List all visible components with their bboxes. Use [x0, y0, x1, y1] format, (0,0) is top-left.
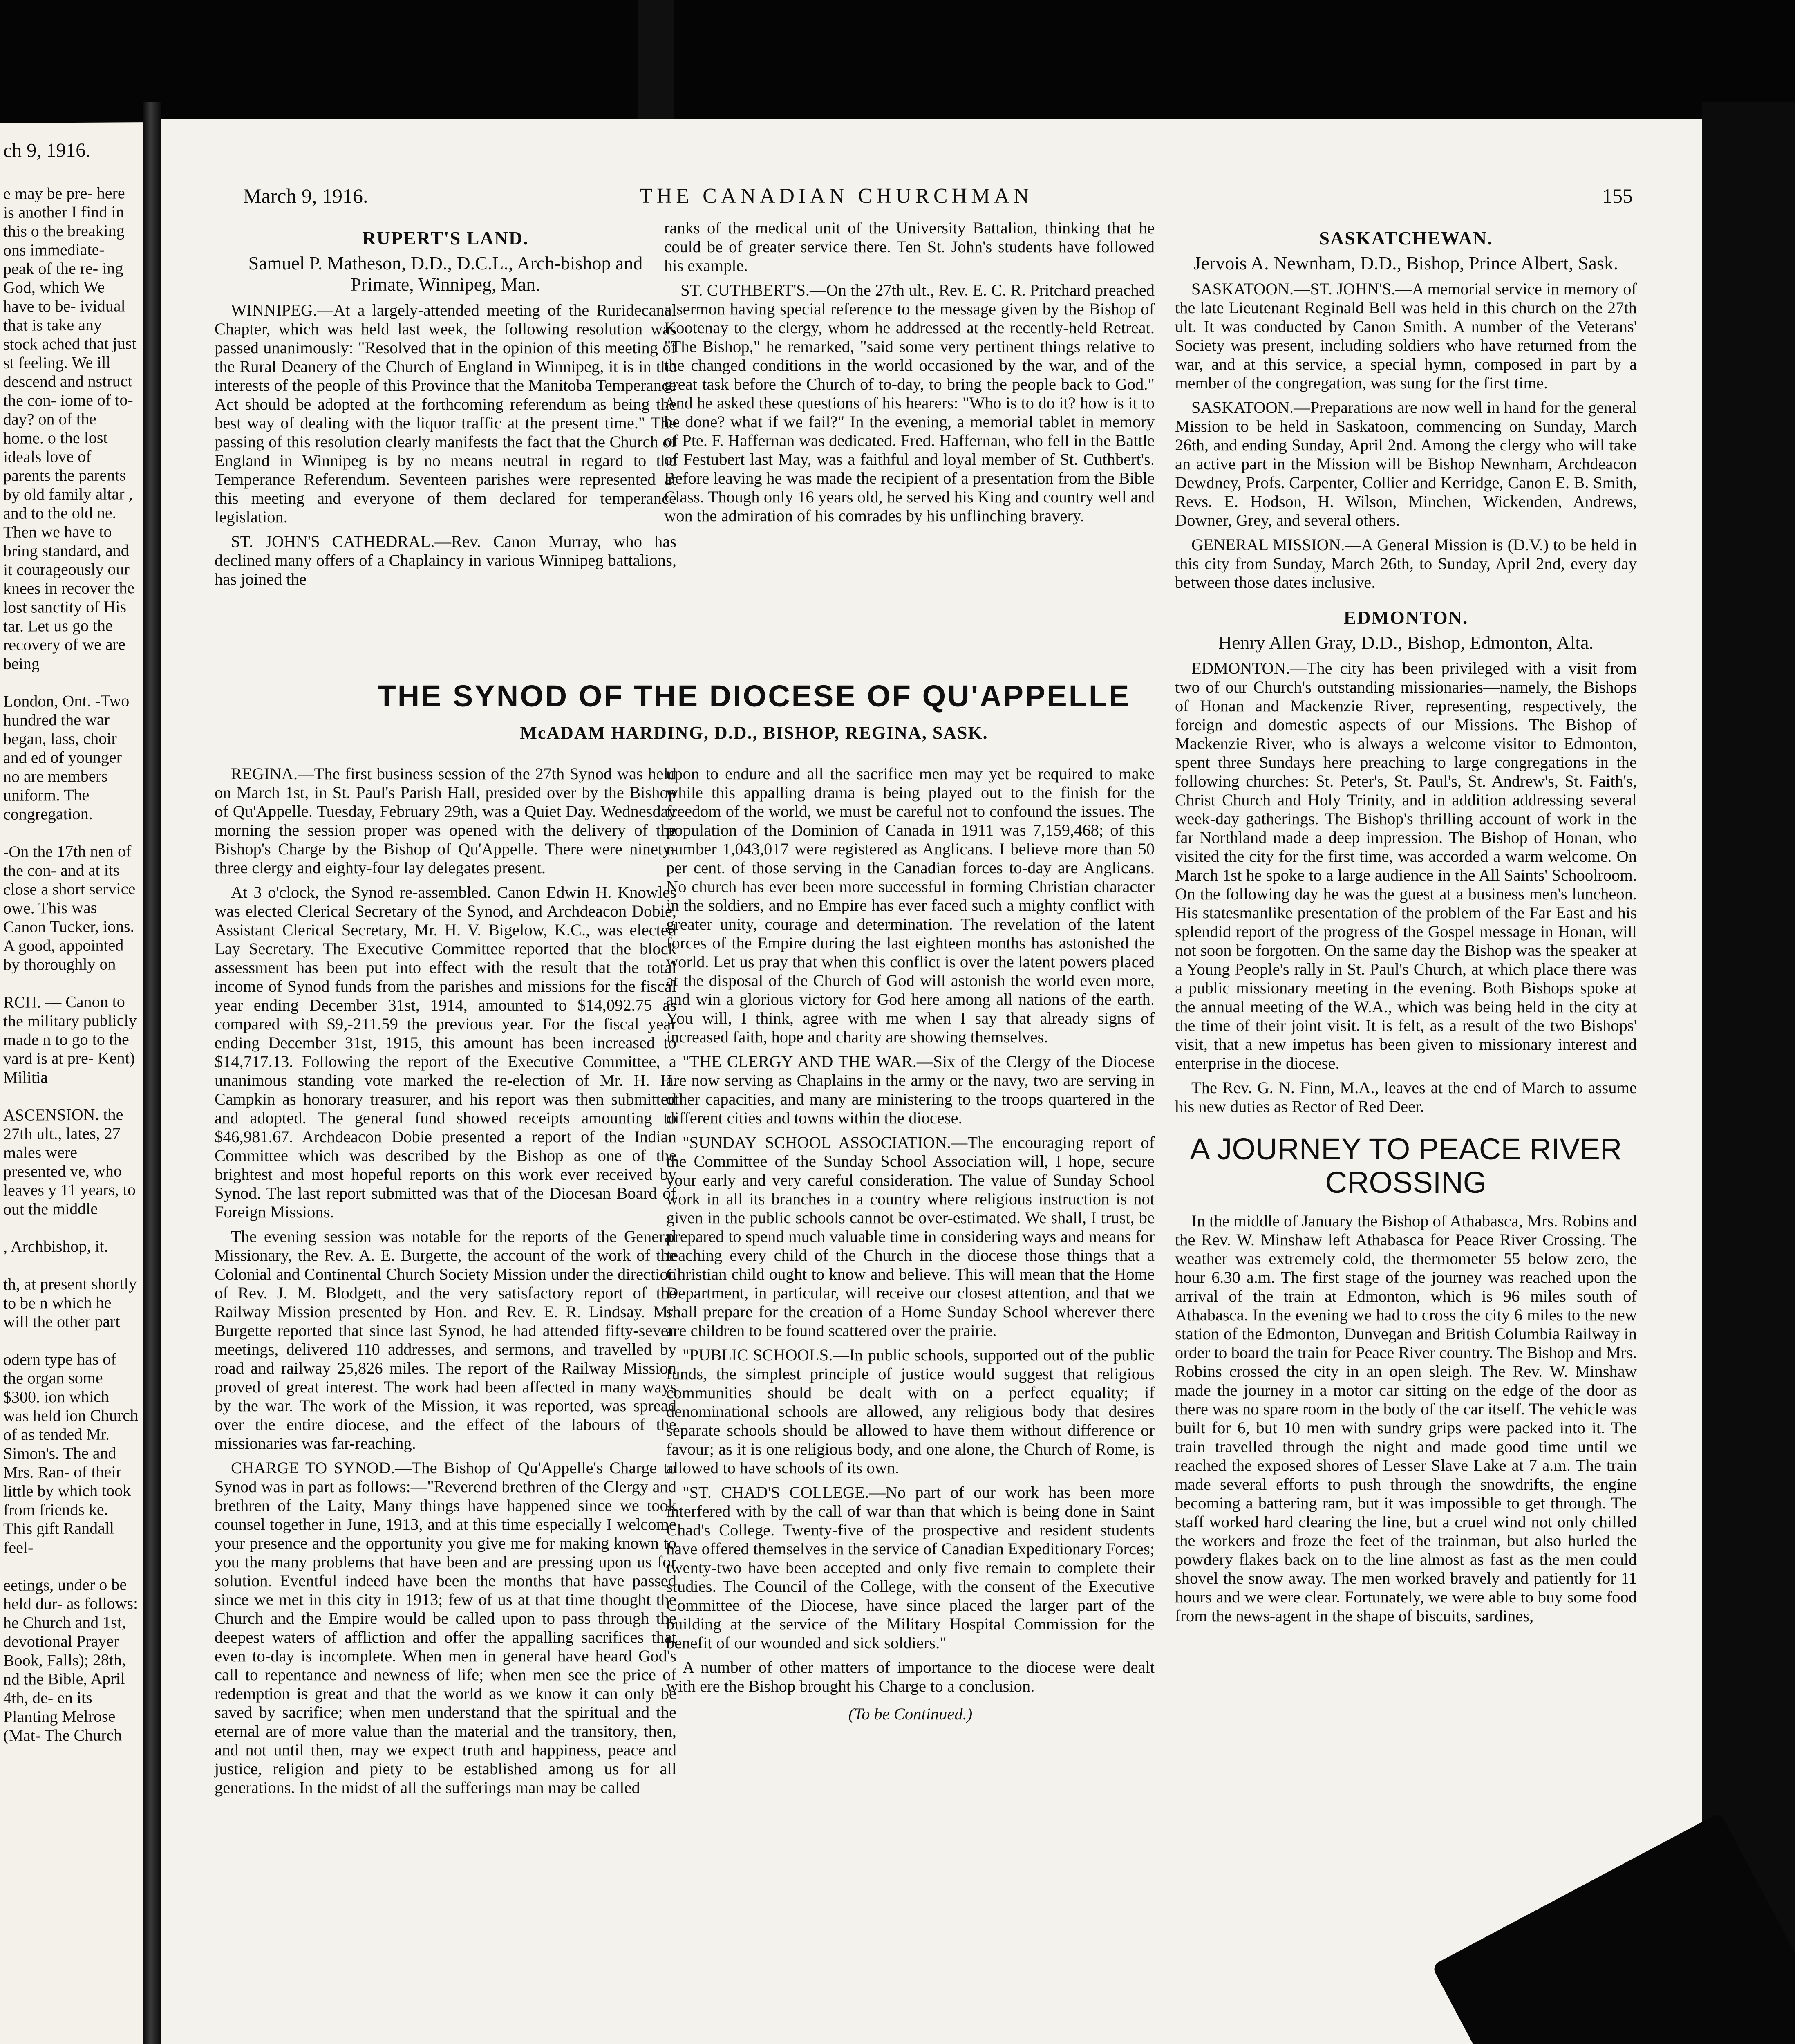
paragraph: The Rev. G. N. Finn, M.A., leaves at the end of March to assume his new duties as Rector of Red Deer. — [1175, 1078, 1637, 1116]
paragraph: A number of other matters of importance to the diocese were dealt with ere the Bishop brought his Charge to a conclusion. — [666, 1658, 1155, 1695]
left-fragment: -On the 17th nen of the con- and at its close a short service owe. This was Canon Tucker, ions. A good, appointed by thoroughly on — [3, 842, 136, 974]
paragraph: At 3 o'clock, the Synod re-assembled. Canon Edwin H. Knowles was elected Clerical Secretary of the Synod, and Archdeacon Dobie, Assistant Clerical Secretary, Mr. H. V. Bigelow, K.C., was elected Lay Secretary. The Executive Committee reported that the block assessment has been put into effect with the result that the total income of Synod funds from the parishes and missions for the fiscal year ending December 31st, 1914, amounted to $14,092.75 as compared with $9,-211.59 the previous year. For the fiscal year ending December 31st, 1915, this amount has been increased to $14,717.13. Following the report of the Executive Committee, a unanimous standing vote marked the re-election of Mr. H. H. Campkin as honorary treasurer, and his report was then submitted and adopted. The general fund showed receipts amounting to $46,981.67. Archdeacon Dobie presented a report of the Indian Committee which was described by the Bishop as one of the brightest and most hopeful reports on this work ever received by Synod. The last report submitted was that of the Diocesan Board of Foreign Missions. — [215, 883, 676, 1221]
synod-column-2 — [666, 764, 1155, 1724]
paragraph: The evening session was notable for the reports of the General Missionary, the Rev. A. E. Burgette, the account of the work of the Colonial and Continental Church Society Mission under the direction of Rev. J. M. Blodgett, and the very satisfactory report of the Railway Mission presented by Hon. and Rev. E. R. Lindsay. Mr. Burgette reported that since last Synod, he had attended fifty-seven meetings, delivered 110 addresses, and sermons, and travelled by road and railway 25,826 miles. The report of the Railway Mission proved of great interest. The work had been affected in many ways by the war. The work of the Mission, it was reported, was spread over the entire diocese, and the effect of the labours of the missionaries was far-reaching. — [215, 1227, 676, 1452]
paragraph: ST. JOHN'S CATHEDRAL.—Rev. Canon Murray, who has declined many offers of a Chaplaincy in various Winnipeg battalions, has joined the — [215, 532, 676, 588]
left-fragment: London, Ont. -Two hundred the war began, lass, choir and ed of younger no are members uniform. The congregation. — [3, 691, 130, 823]
publication-title: THE CANADIAN CHURCHMAN — [640, 184, 1033, 208]
paragraph: WINNIPEG.—At a largely-attended meeting of the Ruridecanal Chapter, which was held last week, the following resolution was passed unanimously: "Resolved that in the opinion of this meeting of the Rural Deanery of the Church of England in Winnipeg, it is in the interests of the people of this Province that the Manitoba Temperance Act should be adopted at the forthcoming referendum as being the best way of dealing with the liquor traffic at the present time." The passing of this resolution clearly manifests the fact that the Church of England in Winnipeg is by no means neutral in regard to the Temperance Referendum. Seventeen parishes were represented at this meeting and everyone of them declared for temperance legislation. — [215, 301, 676, 526]
paragraph: "SUNDAY SCHOOL ASSOCIATION.—The encouraging report of the Committee of the Sunday School Association will, I hope, secure your early and very careful consideration. The value of Sunday School work in all its branches in a country where religious instruction is not given in the public schools cannot be over-estimated. We shall, I trust, be prepared to spend much valuable time in considering ways and means for teaching every child of the Church in the diocese those things that a Christian child ought to know and believe. This will mean that the Home Department, in particular, will receive our closest attention, and that we shall prepare for the creation of a Home Sunday School wherever there are children to be found scattered over the prairie. — [666, 1133, 1155, 1340]
paragraph: ranks of the medical unit of the University Battalion, thinking that he could be of greater service there. Ten St. John's students have followed his example. — [664, 219, 1155, 275]
paragraph: "THE CLERGY AND THE WAR.—Six of the Clergy of the Diocese are now serving as Chaplains in the army or the navy, two are serving in other capacities, and many are ministering to the troops quartered in the different cities and towns within the diocese. — [666, 1052, 1155, 1127]
synod-headline — [284, 679, 1224, 743]
paragraph: REGINA.—The first business session of the 27th Synod was held on March 1st, in St. Paul's Parish Hall, presided over by the Bishop of Qu'Appelle. Tuesday, February 29th, was a Quiet Day. Wednesday morning the session proper was opened with the delivery of the Bishop's Charge by the Bishop of Qu'Appelle. There were ninety-three clergy and eighty-four lay delegates present. — [215, 764, 676, 877]
paragraph: upon to endure and all the sacrifice men may yet be required to make while this appalling drama is being played out to the finish for the freedom of the world, we must be careful not to confound the issues. The population of the Dominion of Canada in 1911 was 7,159,468; of this number 1,043,017 were registered as Anglicans. I believe more than 50 per cent. of those serving in the Canadian forces to-day are Anglicans. No church has ever been more successful in forming Christian character in the soldiers, and no Empire has ever faced such a mighty conflict with greater unity, courage and determination. The revelation of the latent forces of the Empire during the last eighteen months has astonished the world. Let us pray that when this conflict is over the latent powers placed at the disposal of the Church of God will astonish the world even more, and win a glorious victory for God here among all nations of the earth. You will, I think, agree with me when I say that already signs of increased faith, hope and charity are showing themselves. — [666, 764, 1155, 1046]
bishop-line: Samuel P. Matheson, D.D., D.C.L., Arch-bishop and Primate, Winnipeg, Man. — [248, 253, 643, 295]
paragraph: "PUBLIC SCHOOLS.—In public schools, supported out of the public funds, the simplest principle of justice would suggest that religious communities should be dealt with on a perfect equality; if denominational schools are allowed, any religious body that desires separate schools should be allowed to have them without difference or favour; as it is one religious body, and one alone, the Church of Rome, is allowed to have schools of its own. — [666, 1346, 1155, 1477]
bishop-line: Jervois A. Newnham, D.D., Bishop, Prince Albert, Sask. — [1193, 253, 1618, 273]
section-heading: RUPERT'S LAND. — [362, 228, 529, 249]
left-fragment: th, at present shortly to be n which he will the other part — [3, 1274, 137, 1331]
synod-column-1 — [215, 764, 676, 1803]
section-heading: EDMONTON. — [1343, 607, 1468, 628]
left-fragment: eetings, under o be held dur- as follows: he Church and 1st, devotional Prayer Book, Falls); 28th, nd the Bible, April 4th, de- en its Planting Melrose (Mat- The Church — [3, 1575, 138, 1745]
left-fragment: ASCENSION. the 27th ult., lates, 27 males were presented ve, who leaves y 11 years, to out the middle — [3, 1105, 136, 1218]
book-gutter — [143, 102, 161, 2044]
bishop-line: Henry Allen Gray, D.D., Bishop, Edmonton, Alta. — [1218, 632, 1594, 653]
page-number: 155 — [1602, 184, 1633, 207]
paragraph: ST. CUTHBERT'S.—On the 27th ult., Rev. E. C. R. Pritchard preached a sermon having special reference to the message given by the Bishop of Kootenay to the clergy, whom he addressed at the recently-held Retreat. "The Bishop," he remarked, "said some very pertinent things relative to the changed conditions in the world occasioned by the war, and of the great task before the Church of to-day, to bring the people back to God." And he asked these questions of his hearers: "Who is to do it? how is it to be done? what if we fail?" In the evening, a memorial tablet in memory of Pte. F. Haffernan was dedicated. Fred. Haffernan, who fell in the Battle of Festubert last May, was a faithful and loyal member of St. Cuthbert's. Before leaving he was made the recipient of a presentation from the Bible Class. Though only 16 years old, he served his King and country well and won the admiration of his comrades by his unflinching bravery. — [664, 281, 1155, 525]
paragraph: "ST. CHAD'S COLLEGE.—No part of our work has been more interfered with by the call of war than that which is being done in Saint Chad's College. Twenty-five of the prospective and resident students have offered themselves in the service of Canadian Expeditionary Forces; twenty-two have been accepted and only five remain to complete their studies. The Council of the College, with the consent of the Executive Committee of the Diocese, have since placed the larger part of the building at the service of the Military Hospital Commission for the benefit of our wounded and sick soldiers." — [666, 1483, 1155, 1652]
left-page-date: ch 9, 1916. — [3, 139, 91, 161]
section-heading: SASKATCHEWAN. — [1319, 228, 1493, 249]
continued-note: (To be Continued.) — [848, 1705, 973, 1723]
paragraph: SASKATOON.—ST. JOHN'S.—A memorial service in memory of the late Lieutenant Reginald Bell was held in this church on the 27th ult. It was conducted by Canon Smith. A number of the Veterans' Society was present, including soldiers who have returned from the war, and at this service, a special hymn, composed in part by a member of the congregation, was sung for the first time. — [1175, 280, 1637, 392]
paragraph: EDMONTON.—The city has been privileged with a visit from two of our Church's outstanding missionaries—namely, the Bishops of Honan and Mackenzie River, representing, respectively, the foreign and domestic aspects of our Missions. The Bishop of Mackenzie River, who is always a welcome visitor to Edmonton, spent three Sundays here preaching to large congregations in the following churches: St. Peter's, St. Paul's, St. Andrew's, St. Faith's, Christ Church and Holy Trinity, and in addition addressing several week-day gatherings. The Bishop's thrilling account of work in the far Northland made a deep impression. The Bishop of Honan, who visited the city for the first time, was accorded a warm welcome. On March 1st he spoke to a large audience in the All Saints' Schoolroom. On the following day he was the guest at a business men's luncheon. His statesmanlike presentation of the problem of the Far East and his splendid report of the progress of the Gospel message in Honan, will not soon be forgotten. On the same day the Bishop was the speaker at a Young People's rally in St. Paul's Church, at which place there was a public missionary meeting in the evening. Both Bishops spoke at the annual meeting of the W.A., which was being held in the city at the time of their joint visit. It is felt, as a result of the two Bishops' visit, that a new impetus has been given to missionary interest and enterprise in the diocese. — [1175, 659, 1637, 1072]
newspaper-page — [161, 119, 1702, 2044]
running-head — [161, 184, 1702, 217]
paragraph: SASKATOON.—Preparations are now well in hand for the general Mission to be held in Saskatoon, commencing on Sunday, March 26th, and ending Sunday, April 2nd. Among the clergy who will take an active part in the Mission will be Bishop Newnham, Archdeacon Dewdney, Profs. Carpenter, Collier and Kerridge, Canon E. B. Smith, Revs. E. Hodson, H. Wilson, Minchen, Wickenden, Andrews, Downer, Grey, and several others. — [1175, 398, 1637, 529]
left-page-column — [3, 184, 138, 1764]
article-title: A JOURNEY TO PEACE RIVER CROSSING — [1190, 1132, 1622, 1199]
article-title: THE SYNOD OF THE DIOCESE OF QU'APPELLE — [377, 679, 1131, 713]
left-facing-page — [0, 122, 143, 2044]
ruperts-land-continued — [664, 219, 1155, 531]
left-fragment: RCH. — Canon to the military publicly made n to go to the vard is at pre- Kent) Militia — [3, 992, 137, 1087]
article-byline: McADAM HARDING, D.D., BISHOP, REGINA, SASK. — [520, 723, 988, 743]
page-edge-shadow — [1702, 102, 1795, 2044]
ruperts-land-column — [215, 225, 676, 594]
paragraph: CHARGE TO SYNOD.—The Bishop of Qu'Appelle's Charge to Synod was in part as follows:—"Reverend brethren of the Clergy and brethren of the Laity, Many things have happened since we took counsel together in June, 1913, and at this time especially I welcome your presence and the opportunity you give me for making known to you the many problems that have been and are pressing upon us for solution. Eventful indeed have been the months that have passed since we met in this city in 1913; few of us at that time thought the Church and the Empire would be called upon to pass through the deepest waters of affliction and offer the appalling sacrifices that even to-day is incomplete. When men in general have heard God's call to repentance and newness of life; when men see the price of redemption is great and that the world as we know it can only be saved by sacrifice; when men understand that the spiritual and the eternal are of more value than the material and the transitory, then, and not until then, may we expect truth and happiness, peace and justice, religion and piety to be established among us for all generations. In the midst of all the sufferings man may be called — [215, 1459, 676, 1797]
left-fragment: odern type has of the organ some $300. ion which was held ion Church of as tended Mr. Simon's. The and Mrs. Ran- of their little by which took from friends ke. This gift Randall feel- — [3, 1349, 138, 1557]
paragraph: GENERAL MISSION.—A General Mission is (D.V.) to be held in this city from Sunday, March 26th, to Sunday, April 2nd, every day between those dates inclusive. — [1175, 536, 1637, 592]
left-fragment: e may be pre- here is another I find in this o the breaking ons immediate- peak of the re- ing God, which We have to be- ividual that is take any stock ached that just st feeling. We ill descend and nstruct the con- iome of to-day? on of the home. o the lost ideals love of parents the parents by old family altar , and to the old ne. Then we have to bring standard, and it courageously our knees in recover the lost sanctity of His tar. Let us go the recovery of we are being — [3, 184, 137, 673]
issue-date: March 9, 1916. — [243, 184, 368, 207]
left-fragment: , Archbishop, it. — [3, 1237, 108, 1256]
right-column — [1175, 225, 1637, 1631]
paragraph: In the middle of January the Bishop of Athabasca, Mrs. Robins and the Rev. W. Minshaw left Athabasca for Peace River Crossing. The weather was extremely cold, the thermometer 55 below zero, the hour 6.30 a.m. The first stage of the journey was reached upon the arrival of the train at Edmonton, which is 96 miles south of Athabasca. In the evening we had to cross the city 6 miles to the new station of the Edmonton, Dunvegan and British Columbia Railway in order to board the train for Peace River country. The Bishop and Mrs. Robins crossed the city in an open sleigh. The Rev. W. Minshaw made the journey in a motor car sitting on the edge of the door as there was no spare room in the body of the car itself. The vehicle was built for 6, but 10 men with sundry grips were packed into it. The train travelled through the night and made good time until we reached the exposed shores of Lesser Slave Lake at 7 a.m. The train made several efforts to push through the snowdrifts, the engine becoming a battering ram, but it was impossible to get through. The staff worked hard clearing the line, but a cruel wind not only chilled the workers and froze the feet of the trainman, but also hurled the powdery flakes back on to the line almost as fast as the men could shovel the snow away. The men worked bravely and patiently for 11 hours and we were clear. Fortunately, we were able to buy some food from the news-agent in the shape of biscuits, sardines, — [1175, 1212, 1637, 1625]
